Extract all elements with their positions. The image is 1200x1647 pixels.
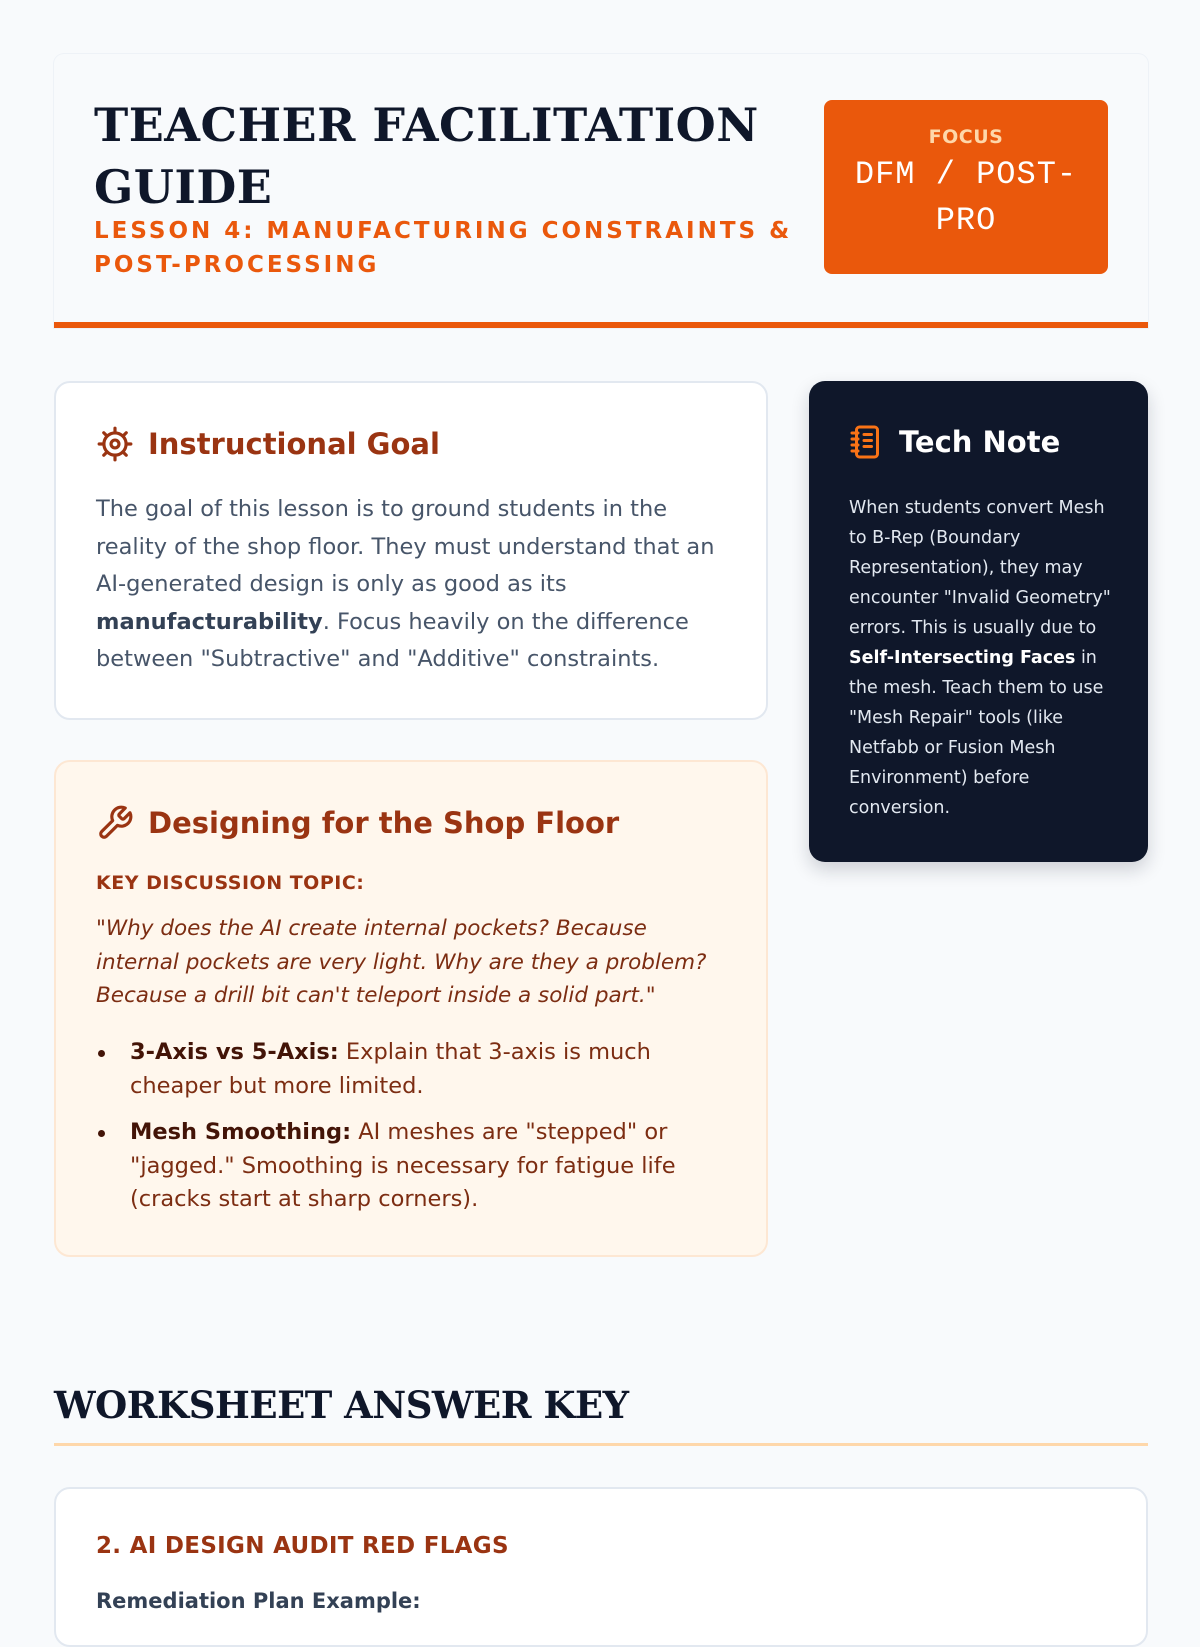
focus-badge	[824, 100, 1108, 274]
guide-header	[54, 54, 1148, 328]
bullet-term: 3-Axis vs 5-Axis:	[130, 1039, 339, 1065]
goal-text-part-1: The goal of this lesson is to ground students in the reality of the shop floor. They must understand that an AI-generated design is only as good as its	[96, 496, 715, 597]
bullet-dot	[98, 1050, 105, 1057]
shop-floor-header	[96, 804, 619, 842]
shop-floor-bullets	[96, 1036, 746, 1230]
focus-label: FOCUS	[928, 126, 1004, 148]
goal-text-part-2: . Focus heavily on the difference between "Subtractive" and "Additive" constraints.	[96, 608, 689, 672]
tech-note-header	[849, 423, 1060, 461]
shop-floor-card	[54, 760, 768, 1257]
tech-note-text	[849, 493, 1115, 823]
focus-value: DFM / POST-PRO	[854, 156, 1078, 239]
list-item	[96, 1116, 746, 1217]
bullet-term: Mesh Smoothing:	[130, 1119, 352, 1145]
wrench-icon	[96, 804, 134, 842]
discussion-quote: "Why does the AI create internal pockets? Because internal pockets are very light. Why are they a problem? Because a drill bit can't teleport inside a solid part."	[96, 916, 707, 1008]
page-title: TEACHER FACILITATION GUIDE	[94, 98, 759, 214]
tech-text-part-1: When students convert Mesh to B-Rep (Boundary Representation), they may encounter "Invalid Geometry" errors. This is usually due to	[849, 498, 1111, 638]
instructional-goal-card	[54, 381, 768, 720]
tech-note-title: Tech Note	[899, 425, 1061, 459]
tech-text-bold: Self-Intersecting Faces	[849, 648, 1076, 668]
goal-text-bold: manufacturability	[96, 608, 323, 635]
section-divider	[54, 1443, 1148, 1446]
list-item	[96, 1036, 746, 1103]
audit-red-flags-card	[54, 1487, 1148, 1647]
instructional-goal-title: Instructional Goal	[148, 427, 440, 461]
gear-icon	[96, 425, 134, 463]
answer-key-heading: WORKSHEET ANSWER KEY	[54, 1383, 629, 1427]
audit-card-subtitle: Remediation Plan Example:	[96, 1589, 421, 1613]
bullet-text: AI meshes are "stepped" or "jagged." Smoothing is necessary for fatigue life (cracks start at sharp corners).	[130, 1119, 676, 1212]
bullet-text: Explain that 3-axis is much cheaper but more limited.	[130, 1039, 651, 1099]
audit-card-title: 2. AI DESIGN AUDIT RED FLAGS	[96, 1533, 509, 1559]
key-discussion-label: KEY DISCUSSION TOPIC:	[96, 872, 365, 894]
instructional-goal-text	[96, 491, 736, 679]
bullet-dot	[98, 1130, 105, 1137]
lesson-subtitle: LESSON 4: MANUFACTURING CONSTRAINTS & POST-PROCESSING	[94, 218, 793, 278]
tech-text-part-2: in the mesh. Teach them to use "Mesh Repair" tools (like Netfabb or Fusion Mesh Environment) before conversion.	[849, 648, 1104, 818]
tech-note-card	[809, 381, 1148, 862]
instructional-goal-header	[96, 425, 440, 463]
shop-floor-title: Designing for the Shop Floor	[148, 806, 620, 840]
notebook-icon	[849, 423, 885, 461]
